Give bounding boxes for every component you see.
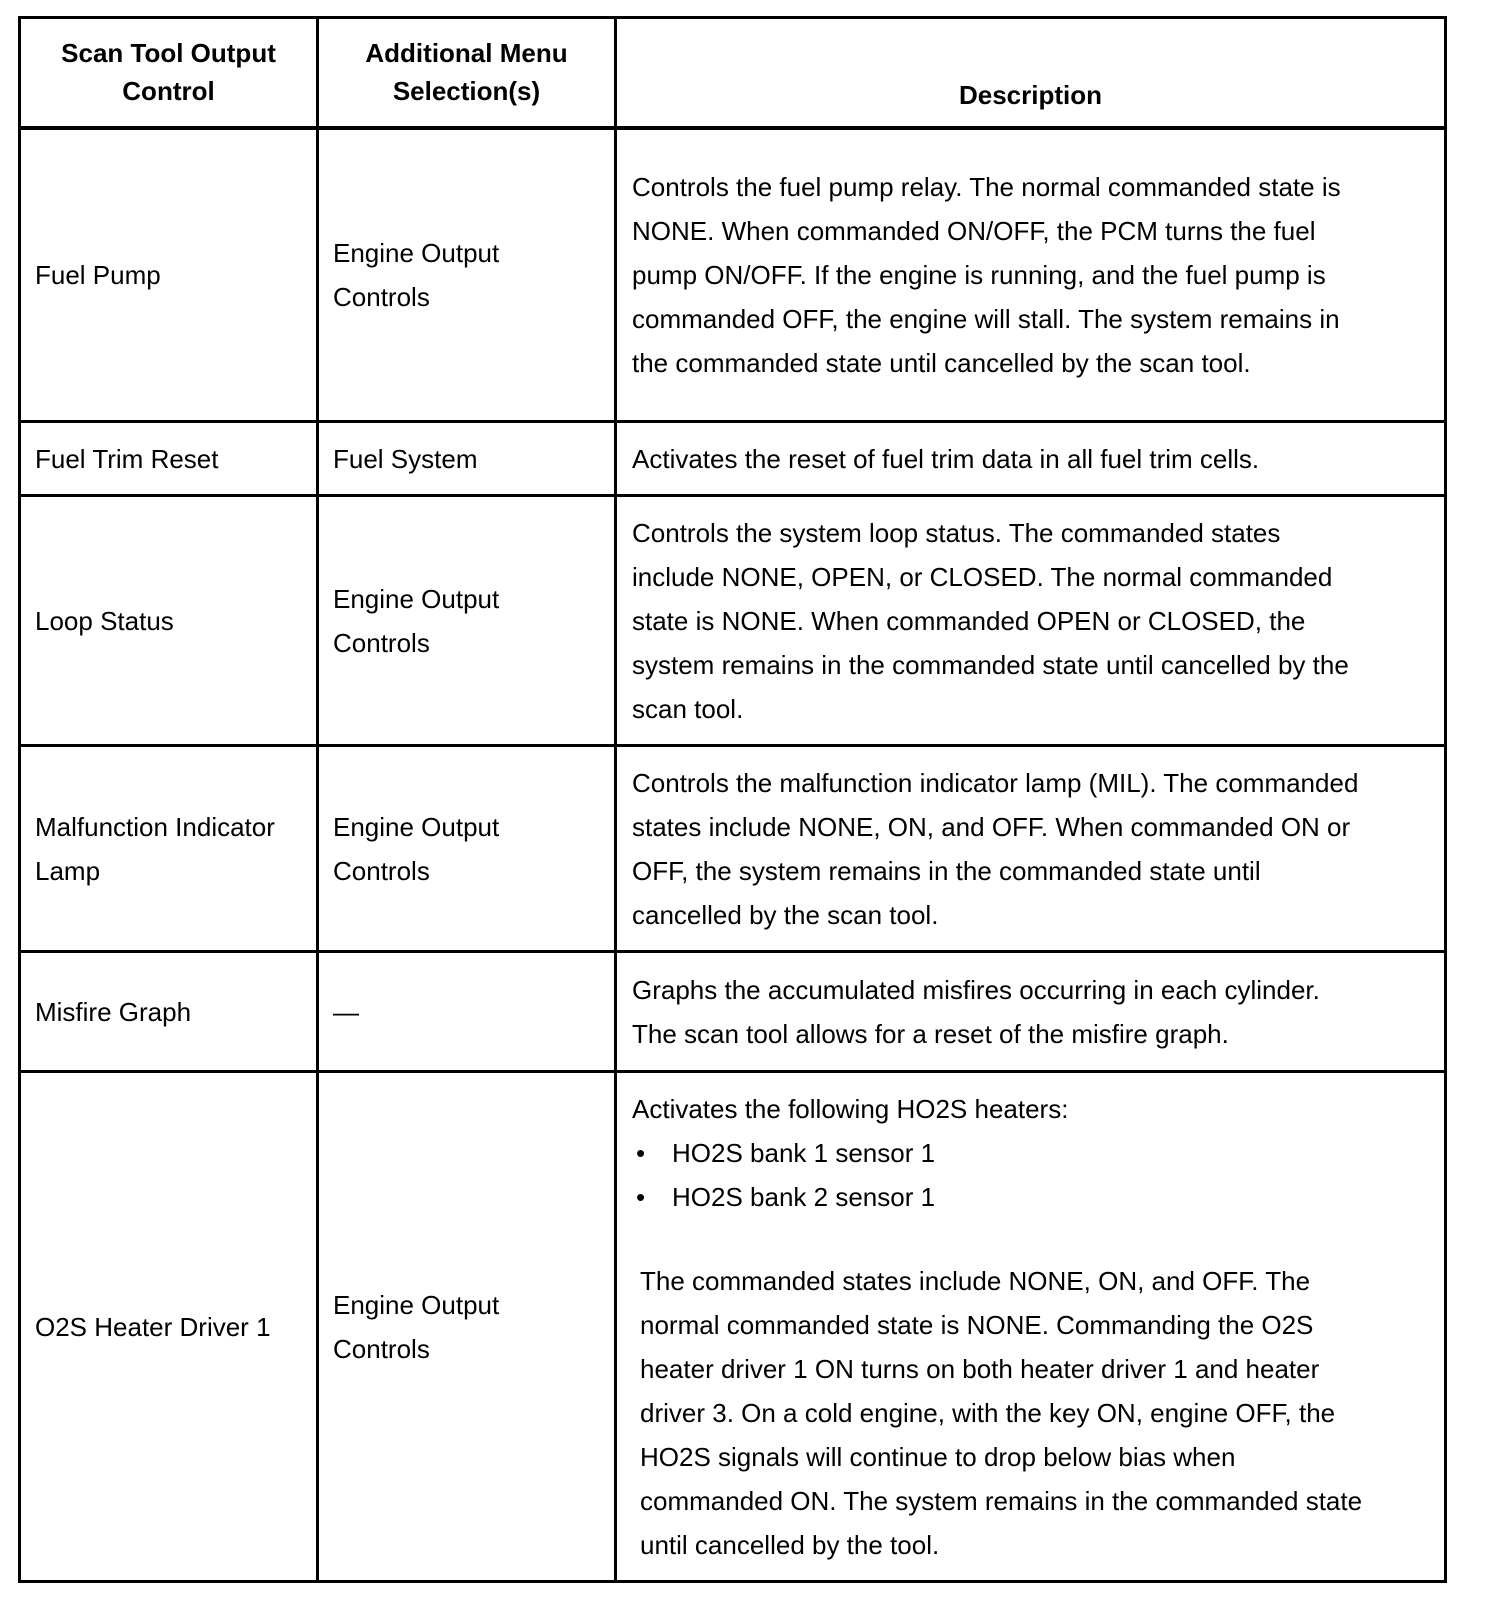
cell-menu: — [318, 952, 616, 1072]
cell-description [616, 1072, 1446, 1582]
cell-control: Misfire Graph [20, 952, 318, 1072]
list-item [632, 1175, 1364, 1219]
header-description: Description [616, 18, 1446, 128]
header-control: Scan Tool Output Control [20, 18, 318, 128]
table-row [20, 1072, 1446, 1582]
output-controls-table [18, 16, 1447, 1583]
description-body: The commanded states include NONE, ON, and OFF. The normal commanded state is NONE. Commanding the O2S heater driver 1 ON turns on both heater driver 1 and heater driver 3. On a cold engine, with the key ON, engine OFF, the HO2S signals will continue to drop below bias when commanded ON. The system remains in the commanded state until cancelled by the tool. [640, 1265, 1363, 1560]
list-item [632, 1131, 1364, 1175]
cell-control: Malfunction Indicator Lamp [20, 746, 318, 952]
cell-menu: Fuel System [318, 422, 616, 496]
cell-menu: Engine Output Controls [318, 746, 616, 952]
cell-description: Controls the system loop status. The commanded states include NONE, OPEN, or CLOSED. The normal commanded state is NONE. When commanded OPEN or CLOSED, the system remains in the commanded state until cancelled by the scan tool. [616, 496, 1446, 746]
list-item-label: HO2S bank 2 sensor 1 [672, 1181, 936, 1212]
cell-description: Graphs the accumulated misfires occurring in each cylinder. The scan tool allows for a reset of the misfire graph. [616, 952, 1446, 1072]
table-row [20, 746, 1446, 952]
list-item-label: HO2S bank 1 sensor 1 [672, 1137, 936, 1168]
cell-description: Activates the reset of fuel trim data in all fuel trim cells. [616, 422, 1446, 496]
cell-control: Loop Status [20, 496, 318, 746]
bullet-icon: • [636, 1181, 646, 1212]
cell-control: Fuel Pump [20, 128, 318, 422]
description-intro: Activates the following HO2S heaters: [632, 1093, 1069, 1124]
bullet-icon: • [636, 1137, 646, 1168]
cell-description: Controls the malfunction indicator lamp (MIL). The commanded states include NONE, ON, and OFF. When commanded ON or OFF, the system remains in the commanded state until cancelled by the scan tool. [616, 746, 1446, 952]
table-row [20, 952, 1446, 1072]
cell-menu: Engine Output Controls [318, 1072, 616, 1582]
table-row [20, 128, 1446, 422]
cell-menu: Engine Output Controls [318, 128, 616, 422]
cell-control: O2S Heater Driver 1 [20, 1072, 318, 1582]
cell-menu: Engine Output Controls [318, 496, 616, 746]
table-row [20, 496, 1446, 746]
paragraph-spacer [632, 1219, 1364, 1259]
header-row [20, 18, 1446, 128]
cell-control: Fuel Trim Reset [20, 422, 318, 496]
table-row [20, 422, 1446, 496]
header-menu: Additional Menu Selection(s) [318, 18, 616, 128]
cell-description: Controls the fuel pump relay. The normal commanded state is NONE. When commanded ON/OFF, the PCM turns the fuel pump ON/OFF. If the engine is running, and the fuel pump is commanded OFF, the engine will stall. The system remains in the commanded state until cancelled by the scan tool. [616, 128, 1446, 422]
heater-list [632, 1131, 1364, 1219]
